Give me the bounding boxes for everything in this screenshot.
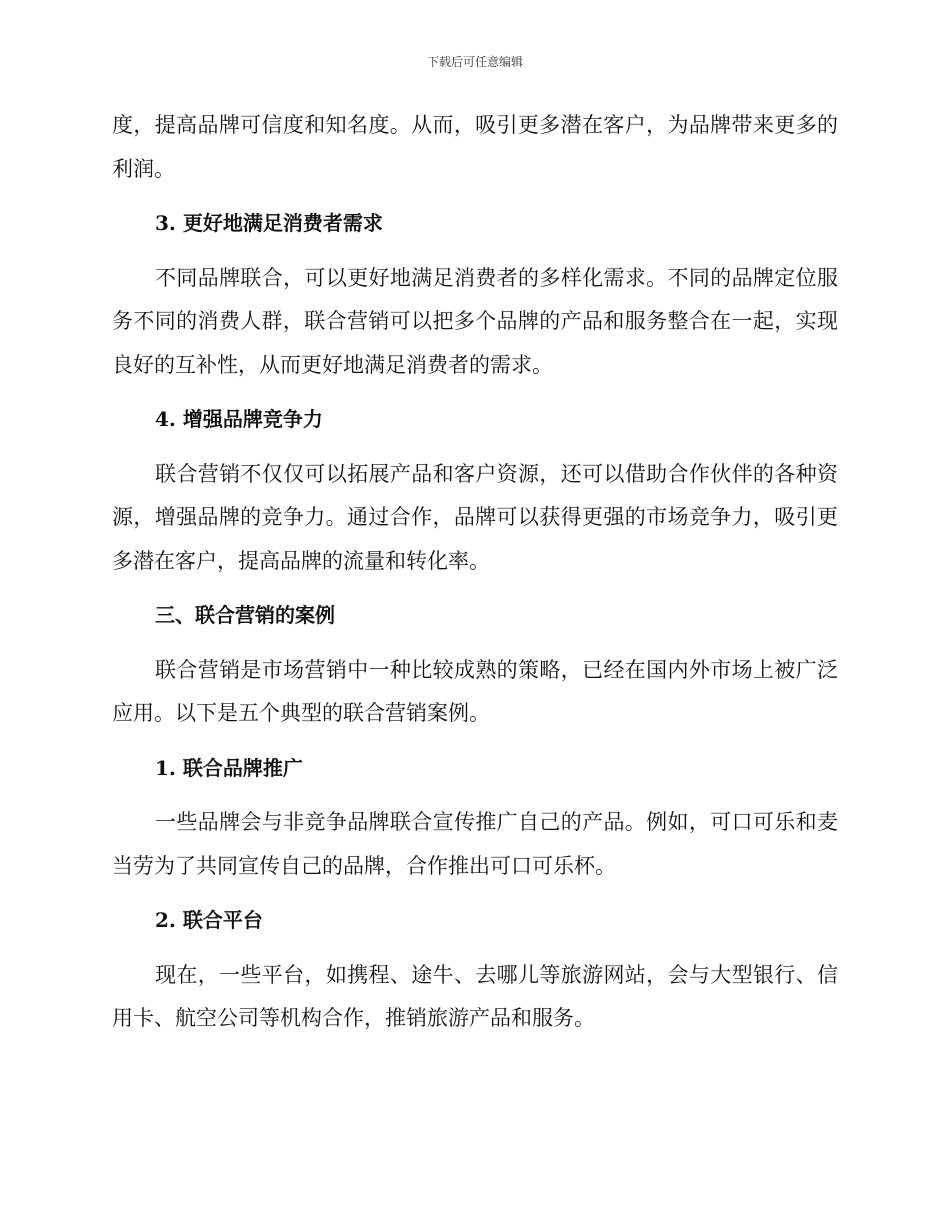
paragraph-joint-brand-promotion: 一些品牌会与非竞争品牌联合宣传推广自己的产品。例如，可口可乐和麦当劳为了共同宣传自己的品牌，合作推出可口可乐杯。 (112, 810, 838, 878)
heading-better-meet-needs: 3. 更好地满足消费者需求 (155, 211, 383, 235)
document-body (112, 104, 838, 1052)
paragraph-enhance-competitiveness: 联合营销不仅仅可以拓展产品和客户资源，还可以借助合作伙伴的各种资源，增强品牌的竞争力。通过合作，品牌可以获得更强的市场竞争力，吸引更多潜在客户，提高品牌的流量和转化率。 (112, 461, 838, 573)
heading-enhance-competitiveness: 4. 增强品牌竞争力 (155, 407, 323, 431)
heading-section-cases: 三、联合营销的案例 (155, 603, 335, 627)
paragraph-better-meet-needs: 不同品牌联合，可以更好地满足消费者的多样化需求。不同的品牌定位服务不同的消费人群，联合营销可以把多个品牌的产品和服务整合在一起，实现良好的互补性，从而更好地满足消费者的需求。 (112, 265, 838, 377)
heading-joint-brand-promotion: 1. 联合品牌推广 (155, 755, 303, 780)
paragraph-intro-continuation: 度，提高品牌可信度和知名度。从而，吸引更多潜在客户，为品牌带来更多的利润。 (112, 113, 838, 181)
heading-joint-platform: 2. 联合平台 (155, 908, 263, 932)
paragraph-cases-intro: 联合营销是市场营销中一种比较成熟的策略，已经在国内外市场上被广泛应用。以下是五个典型的联合营销案例。 (112, 657, 838, 725)
page-header: 下载后可任意编辑 (426, 55, 523, 69)
paragraph-joint-platform: 现在，一些平台，如携程、途牛、去哪儿等旅游网站，会与大型银行、信用卡、航空公司等机构合作，推销旅游产品和服务。 (112, 962, 838, 1030)
